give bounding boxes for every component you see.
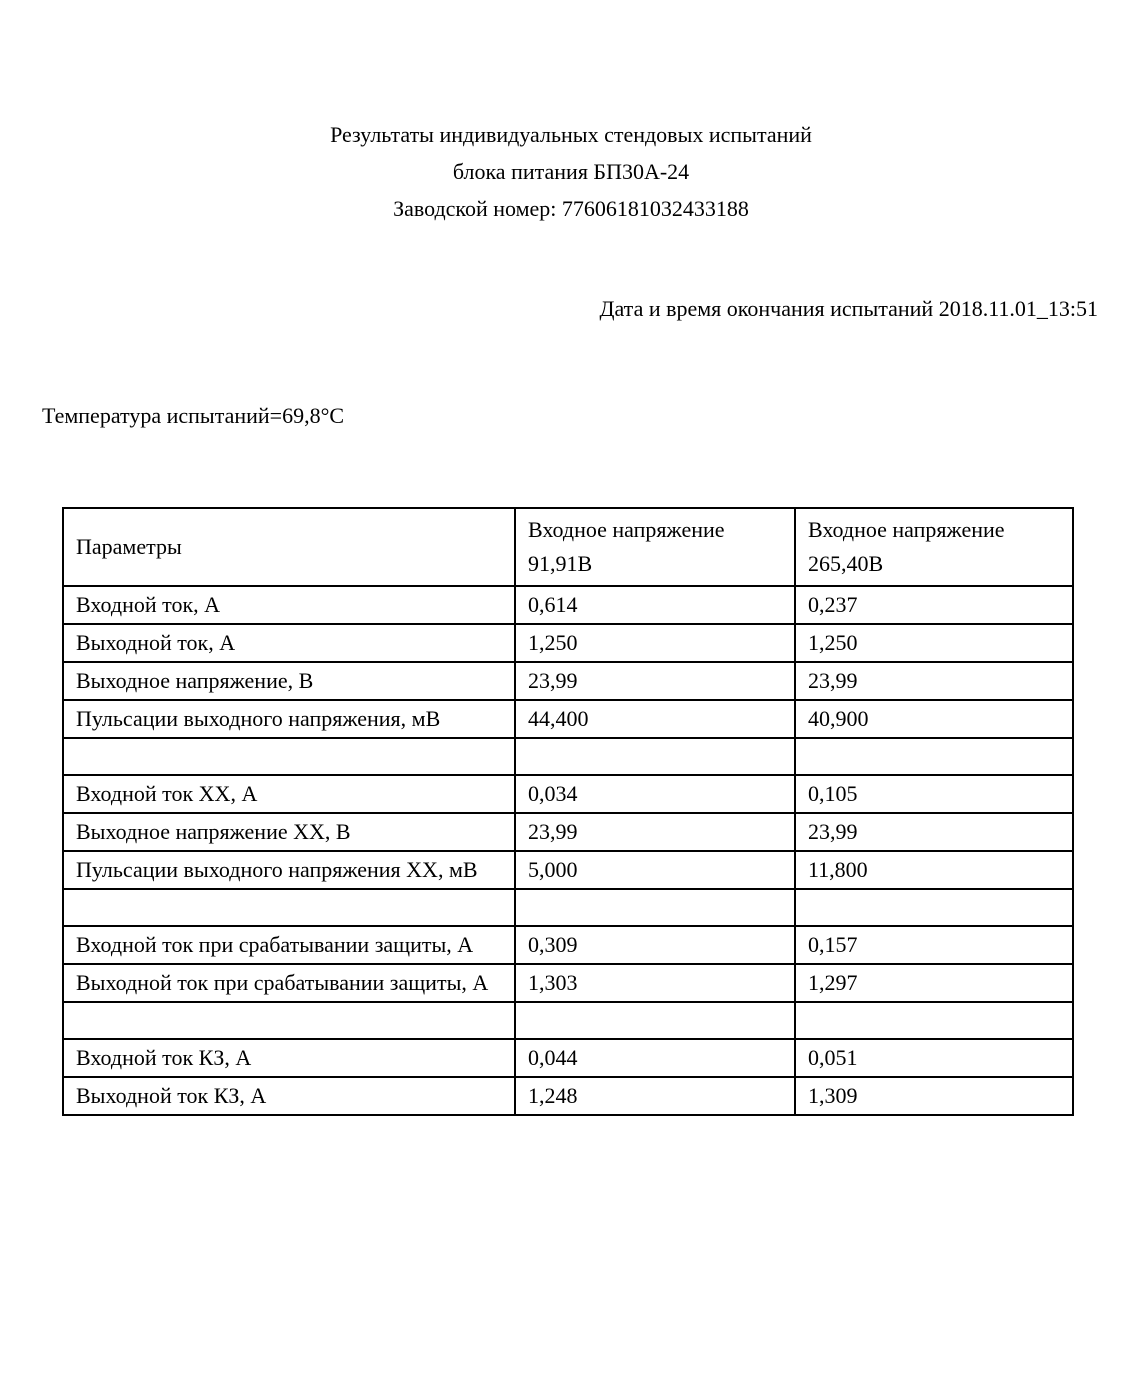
- table-row: [63, 1077, 1073, 1115]
- value-cell-91: 5,000: [515, 851, 795, 889]
- value-cell-91: 0,309: [515, 926, 795, 964]
- document-title: [0, 116, 1142, 227]
- table-row-empty: [63, 889, 1073, 926]
- value-cell-91: 23,99: [515, 662, 795, 700]
- value-cell-91: 0,614: [515, 586, 795, 624]
- table-row-empty: [63, 738, 1073, 775]
- param-cell: Выходное напряжение ХХ, В: [63, 813, 515, 851]
- header-voltage-value: 91,91В: [528, 551, 593, 576]
- value-cell-265: 23,99: [795, 662, 1073, 700]
- value-cell-91: [515, 738, 795, 775]
- value-cell-265: 1,309: [795, 1077, 1073, 1115]
- title-line-results: Результаты индивидуальных стендовых испытаний: [330, 122, 812, 147]
- param-cell: Входной ток ХХ, А: [63, 775, 515, 813]
- value-cell-91: 1,248: [515, 1077, 795, 1115]
- table-row: [63, 851, 1073, 889]
- value-cell-91: 0,044: [515, 1039, 795, 1077]
- value-cell-265: 1,297: [795, 964, 1073, 1002]
- table-header: [63, 508, 1073, 586]
- value-cell-265: 0,051: [795, 1039, 1073, 1077]
- header-input-voltage-91: [515, 508, 795, 586]
- table-header-row: [63, 508, 1073, 586]
- value-cell-265: 0,157: [795, 926, 1073, 964]
- param-cell: Выходное напряжение, В: [63, 662, 515, 700]
- param-cell: Выходной ток, А: [63, 624, 515, 662]
- param-cell: [63, 1002, 515, 1039]
- table-body: [63, 586, 1073, 1115]
- table-row: [63, 775, 1073, 813]
- table-row: [63, 964, 1073, 1002]
- param-cell: Выходной ток КЗ, А: [63, 1077, 515, 1115]
- value-cell-91: [515, 1002, 795, 1039]
- value-cell-91: 1,303: [515, 964, 795, 1002]
- test-temperature: Температура испытаний=69,8°C: [42, 403, 345, 428]
- value-cell-265: [795, 1002, 1073, 1039]
- value-cell-265: 23,99: [795, 813, 1073, 851]
- value-cell-91: 1,250: [515, 624, 795, 662]
- header-voltage-value: 265,40В: [808, 551, 884, 576]
- table-row: [63, 813, 1073, 851]
- param-cell: Входной ток, А: [63, 586, 515, 624]
- param-cell: [63, 889, 515, 926]
- header-input-voltage-265: [795, 508, 1073, 586]
- value-cell-265: [795, 738, 1073, 775]
- table-row: [63, 662, 1073, 700]
- value-cell-91: 23,99: [515, 813, 795, 851]
- table-row: [63, 586, 1073, 624]
- header-voltage-label: Входное напряжение: [808, 517, 1005, 542]
- table-row: [63, 926, 1073, 964]
- value-cell-265: 1,250: [795, 624, 1073, 662]
- title-line-serial-number: Заводской номер: 77606181032433188: [393, 196, 749, 221]
- value-cell-265: 0,237: [795, 586, 1073, 624]
- results-table: [62, 507, 1074, 1116]
- table-row-empty: [63, 1002, 1073, 1039]
- value-cell-265: 11,800: [795, 851, 1073, 889]
- header-parameters: Параметры: [63, 508, 515, 586]
- value-cell-265: [795, 889, 1073, 926]
- param-cell: [63, 738, 515, 775]
- value-cell-91: [515, 889, 795, 926]
- value-cell-265: 0,105: [795, 775, 1073, 813]
- table-row: [63, 624, 1073, 662]
- test-completion-datetime: Дата и время окончания испытаний 2018.11.01_13:51: [599, 296, 1098, 321]
- title-line-unit: блока питания БП30А-24: [452, 159, 690, 184]
- header-voltage-label: Входное напряжение: [528, 517, 725, 542]
- table-row: [63, 1039, 1073, 1077]
- table-row: [63, 700, 1073, 738]
- param-cell: Пульсации выходного напряжения, мВ: [63, 700, 515, 738]
- param-cell: Выходной ток при срабатывании защиты, А: [63, 964, 515, 1002]
- value-cell-265: 40,900: [795, 700, 1073, 738]
- param-cell: Входной ток КЗ, А: [63, 1039, 515, 1077]
- value-cell-91: 44,400: [515, 700, 795, 738]
- value-cell-91: 0,034: [515, 775, 795, 813]
- param-cell: Входной ток при срабатывании защиты, А: [63, 926, 515, 964]
- param-cell: Пульсации выходного напряжения ХХ, мВ: [63, 851, 515, 889]
